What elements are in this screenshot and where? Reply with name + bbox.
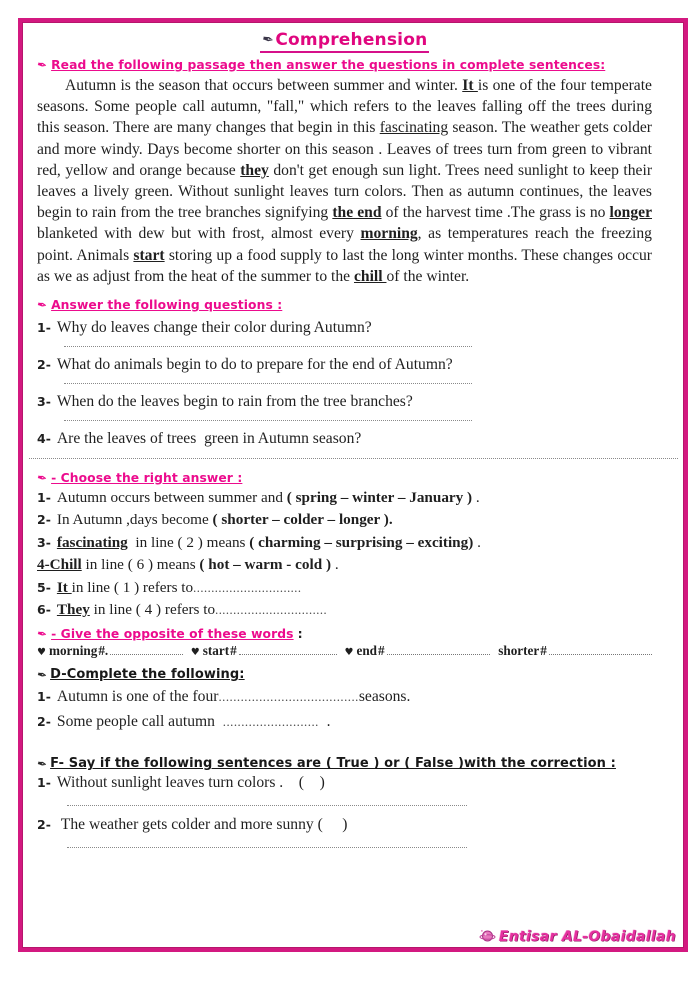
answer-blank-line	[64, 375, 472, 384]
question-row	[37, 356, 652, 374]
opposite-item	[345, 643, 499, 659]
page-title-text: Comprehension	[275, 30, 428, 50]
pen-nib-icon: ✒	[35, 756, 49, 772]
heart-icon: ♥	[190, 647, 200, 659]
pen-nib-icon: ✒	[35, 297, 49, 313]
reading-passage: Autumn is the season that occurs between summer and winter. It is one of the four temperate seasons. Some people call autumn, "fall," which refers to the leaves falling off the trees during this season. There are many changes that begin in this fascinating season. The weather gets colder and more windy. Days become shorter on this season . Leaves of trees turn from green to vibrant red, yellow and orange because they don't get enough sun light. Trees need sunlight to keep their leaves a lively green. Without sunlight leaves turn colors. Then as autumn continues, the leaves begin to rain from the tree branches signifying the end of the harvest time .The grass is no longer blanketed with dew but with frost, almost every morning, as temperatures reach the freezing point. Animals start storing up a food supply to last the long winter months. These changes occur as we as adjust from the heat of the summer to the chill of the winter.	[37, 77, 653, 285]
truefalse-item	[37, 774, 652, 792]
opposite-word: start	[202, 643, 230, 659]
opposite-hash: #.	[98, 643, 109, 659]
choice-text: They in line ( 4 ) refers to...............................	[56, 601, 328, 619]
page-title	[260, 30, 430, 53]
opposite-hash: #	[230, 643, 237, 659]
opposite-blank-line	[239, 646, 337, 655]
truefalse-text: Without sunlight leaves turn colors . ( )	[56, 774, 325, 792]
choose-answer-header	[37, 471, 652, 485]
opposites-colon: :	[297, 626, 303, 642]
complete-text: Autumn is one of the four......................................seasons.	[56, 688, 411, 706]
question-text: Are the leaves of trees green in Autumn season?	[56, 430, 362, 448]
item-number: 1-	[37, 775, 51, 791]
question-number: 4-	[37, 431, 51, 447]
question-row	[37, 393, 652, 411]
crystal-ball-icon	[479, 928, 496, 945]
pen-nib-icon: ✒	[35, 626, 49, 642]
answer-questions-label: Answer the following questions :	[51, 298, 283, 313]
answer-blank-line	[64, 338, 472, 347]
truefalse-item	[37, 816, 652, 834]
read-instruction-header	[37, 58, 652, 72]
complete-item	[37, 710, 652, 735]
answer-blank-line	[64, 412, 472, 421]
choice-text: In Autumn ,days become ( shorter – colder – longer ).	[56, 511, 393, 529]
pen-nib-icon: ✒	[35, 470, 49, 486]
spacer	[37, 734, 652, 756]
choice-item	[37, 599, 652, 621]
choice-item	[37, 554, 652, 576]
signature	[479, 928, 676, 945]
correction-blank-line	[67, 839, 467, 848]
read-instruction-label: Read the following passage then answer the questions in complete sentences:	[51, 58, 606, 72]
opposite-blank-line	[387, 646, 491, 655]
opposites-label: - Give the opposite of these words	[51, 626, 294, 641]
opposite-item	[498, 643, 652, 659]
opposite-hash: #	[540, 643, 547, 659]
opposite-hash: #	[378, 643, 385, 659]
opposite-item	[37, 643, 191, 659]
choice-text: It in line ( 1 ) refers to..............................	[56, 578, 302, 596]
opposite-word: end	[356, 643, 377, 659]
pen-nib-icon: ✒	[35, 57, 49, 73]
complete-header	[37, 667, 652, 682]
pen-nib-icon: ✒	[260, 30, 275, 50]
item-number: 2-	[37, 817, 51, 833]
question-row	[37, 430, 652, 448]
choose-answer-label: - Choose the right answer :	[51, 471, 243, 486]
correction-blank-line	[67, 797, 467, 806]
heart-icon: ♥	[344, 647, 354, 659]
opposite-blank-line	[549, 646, 652, 655]
question-number: 1-	[37, 320, 51, 336]
opposite-item	[191, 643, 345, 659]
choice-text: fascinating in line ( 2 ) means ( charming – surprising – exciting) .	[56, 533, 481, 551]
question-text: Why do leaves change their color during Autumn?	[56, 319, 372, 337]
complete-text: Some people call autumn .......................... .	[56, 712, 331, 730]
worksheet-page	[18, 18, 688, 952]
complete-label: D-Complete the following:	[50, 667, 245, 683]
choice-text: 4-Chill in line ( 6 ) means ( hot – warm - cold ) .	[37, 556, 339, 574]
item-number: 1-	[37, 689, 51, 705]
choice-item	[37, 532, 652, 554]
question-text: What do animals begin to do to prepare for the end of Autumn?	[56, 356, 453, 374]
item-number: 5-	[37, 579, 51, 595]
question-text: When do the leaves begin to rain from the tree branches?	[56, 393, 413, 411]
choice-item	[37, 577, 652, 599]
item-number: 2-	[37, 713, 51, 729]
opposites-header	[37, 626, 652, 641]
opposite-word: shorter	[498, 643, 540, 659]
question-number: 3-	[37, 394, 51, 410]
complete-item	[37, 685, 652, 710]
opposites-row	[37, 643, 652, 659]
truefalse-label: F- Say if the following sentences are ( True ) or ( False )with the correction :	[50, 756, 616, 772]
signature-name: Entisar AL-Obaidallah	[498, 928, 676, 945]
choice-item	[37, 509, 652, 531]
item-number: 6-	[37, 602, 51, 618]
opposite-blank-line	[110, 646, 183, 655]
item-number: 2-	[37, 512, 51, 528]
question-row	[37, 319, 652, 337]
question-number: 2-	[37, 357, 51, 373]
choice-text: Autumn occurs between summer and ( spring – winter – January ) .	[56, 489, 480, 507]
pen-nib-icon: ✒	[35, 667, 49, 683]
choice-item	[37, 487, 652, 509]
truefalse-text: The weather gets colder and more sunny ( )	[56, 816, 348, 834]
item-number: 1-	[37, 490, 51, 506]
section-separator-line	[29, 452, 678, 459]
item-number: 3-	[37, 534, 51, 550]
heart-icon: ♥	[37, 647, 46, 659]
answer-questions-header	[37, 298, 652, 312]
opposite-word: morning	[48, 643, 98, 659]
truefalse-header	[37, 756, 652, 771]
